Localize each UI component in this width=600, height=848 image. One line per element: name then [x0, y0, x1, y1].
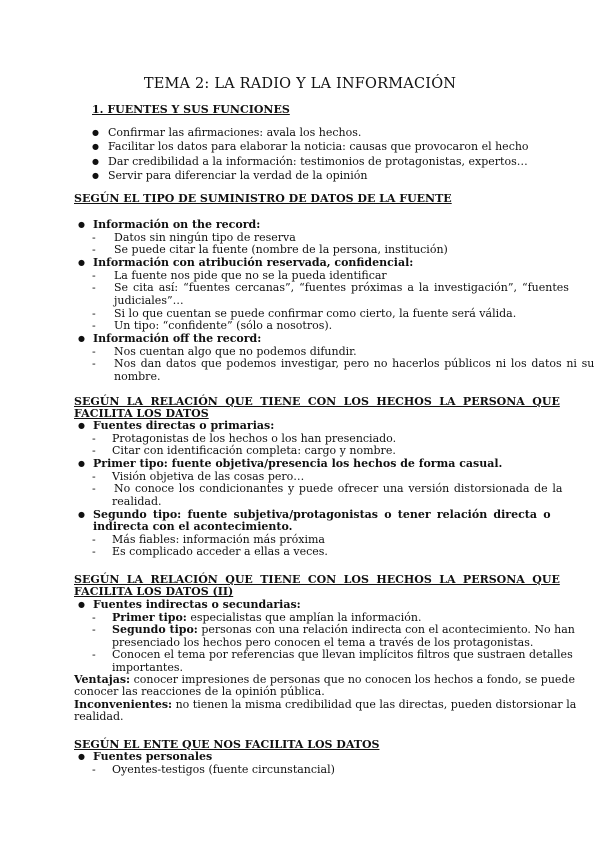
list-item: - Nos dan datos que podemos investigar, pero no hacerlos públicos ni los datos ni su [92, 357, 595, 371]
list-item: - Conocen el tema por referencias que llevan implícitos filtros que sustraen detalles [92, 648, 573, 662]
list-item: ● Información on the record: [78, 218, 261, 231]
list-item: - Citar con identificación completa: cargo y nombre. [92, 444, 396, 458]
list-item: - Protagonistas de los hechos o los han presenciado. [92, 431, 397, 445]
list-item: - Se puede citar la fuente (nombre de la persona, institución) [92, 243, 448, 257]
list-item: ● Servir para diferenciar la verdad de la opinión [92, 169, 368, 183]
list-item: - Segundo tipo: personas con una relación indirecta con el acontecimiento. No han [92, 623, 575, 637]
list-item: - Visión objetiva de las cosas pero… [92, 469, 305, 483]
section-heading-suministro: SEGÚN EL TIPO DE SUMINISTRO DE DATOS DE LA FUENTE [74, 192, 452, 205]
inconvenientes-paragraph: Inconvenientes: no tienen la misma credibilidad que las directas, pueden distorsionar la realidad. [74, 698, 577, 724]
suministro-list [78, 218, 595, 383]
list-item: - Más fiables: información más próxima [92, 532, 325, 546]
list-item: - La fuente nos pide que no se la pueda identificar [92, 268, 387, 282]
list-item: - No conoce los condicionantes y puede ofrecer una versión distorsionada de la [92, 482, 563, 496]
list-item: realidad. [112, 494, 162, 508]
list-item: - Oyentes-testigos (fuente circunstancial) [92, 762, 335, 776]
list-item: judiciales”… [114, 293, 184, 307]
list-item: indirecta con el acontecimiento. [93, 520, 293, 534]
functions-list [92, 126, 529, 185]
list-item: - Nos cuentan algo que no podemos difundir. [92, 344, 357, 358]
section-heading-ente: SEGÚN EL ENTE QUE NOS FACILITA LOS DATOS [74, 738, 380, 751]
list-item: presenciado los hechos pero conocen el tema a través de los protagonistas. [112, 635, 534, 649]
list-item: ● Facilitar los datos para elaborar la noticia: causas que provocaron el hecho [92, 140, 529, 154]
list-item: ● Dar credibilidad a la información: testimonios de protagonistas, expertos… [92, 154, 528, 168]
list-item: - Si lo que cuentan se puede confirmar como cierto, la fuente será válida. [92, 306, 517, 320]
list-item: - Datos sin ningún tipo de reserva [92, 230, 296, 244]
list-item: - Primer tipo: especialistas que amplían la información. [92, 610, 422, 624]
page-title: TEMA 2: LA RADIO Y LA INFORMACIÓN [143, 76, 457, 92]
ente-list [78, 751, 528, 776]
list-item: - Un tipo: “confidente” (sólo a nosotros). [92, 319, 333, 333]
section-heading-relacion-ii: SEGÚN LA RELACIÓN QUE TIENE CON LOS HECHOS LA PERSONA QUE FACILITA LOS DATOS (II) [74, 573, 560, 599]
list-item: ● Información off the record: [78, 331, 262, 345]
list-item: ● Segundo tipo: fuente subjetiva/protagonistas o tener relación directa o [78, 507, 551, 521]
list-item: ● Fuentes directas o primarias: [78, 419, 275, 432]
list-item: ● Confirmar las afirmaciones: avala los hechos. [92, 126, 362, 139]
list-item: ● Información con atribución reservada, confidencial: [78, 255, 414, 269]
list-item: ● Fuentes personales [78, 750, 213, 763]
list-item: ● Primer tipo: fuente objetiva/presencia los hechos de forma casual. [78, 456, 503, 470]
ventajas-paragraph: Ventajas: conocer impresiones de personas que no conocen los hechos a fondo, se puede conocer las reacciones de la opinión pública. [74, 673, 575, 699]
indirectas-list [78, 598, 575, 675]
list-item: nombre. [114, 369, 161, 383]
relacion-list [78, 419, 563, 559]
section-heading-relacion: SEGÚN LA RELACIÓN QUE TIENE CON LOS HECHOS LA PERSONA QUE FACILITA LOS DATOS [74, 395, 560, 421]
section-heading-fuentes: 1. FUENTES Y SUS FUNCIONES [92, 103, 290, 116]
list-item: - Es complicado acceder a ellas a veces. [92, 545, 328, 559]
list-item: importantes. [112, 660, 184, 674]
list-item: - Se cita así: “fuentes cercanas”, “fuentes próximas a la investigación”, “fuentes [92, 281, 569, 295]
list-item: ● Fuentes indirectas o secundarias: [78, 598, 301, 611]
